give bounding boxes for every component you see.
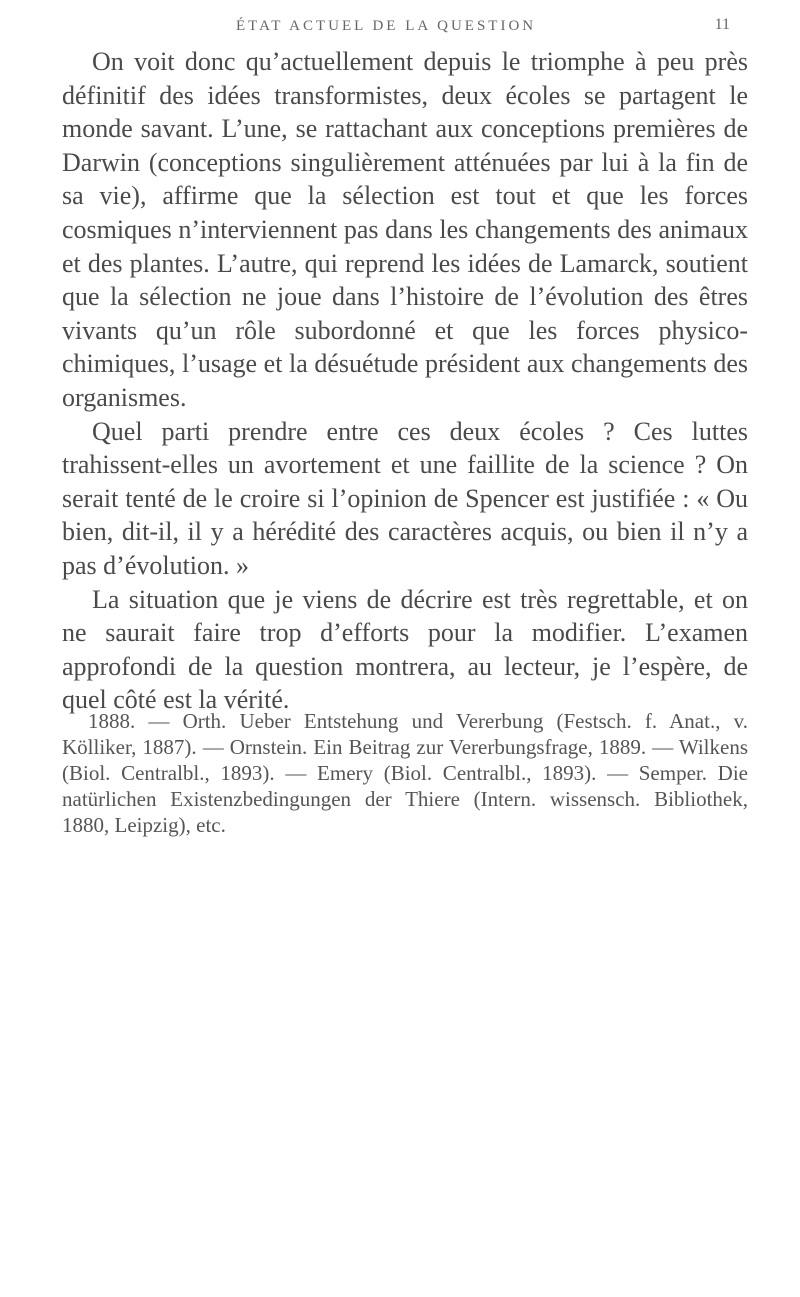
paragraph: Quel parti prendre entre ces deux écoles ? Ces luttes trahissent-elles un avortement et une faillite de la science ? On serait tenté de le croire si l’opinion de Spencer est justifiée : « Ou bien, dit-il, il y a hérédité des caractères acquis, ou bien il n’y a pas d’évolution. » — [62, 416, 748, 580]
footnote — [62, 708, 748, 838]
paragraph: On voit donc qu’actuellement depuis le triomphe à peu près définitif des idées transformistes, deux écoles se partagent le monde savant. L’une, se rattachant aux conceptions premières de Darwin (conceptions singulièrement atténuées par lui à la fin de sa vie), affirme que la sélection est tout et que les forces cosmiques n’interviennent pas dans les changements des animaux et des plantes. L’autre, qui reprend les idées de Lamarck, soutient que la sélection ne joue dans l’histoire de l’évolution des êtres vivants qu’un rôle subordonné et que les forces physico-chimiques, l’usage et la désuétude président aux changements des organismes. — [62, 47, 748, 412]
body-text — [62, 45, 748, 717]
page-number: 11 — [714, 16, 730, 33]
paragraph: La situation que je viens de décrire est très regrettable, et on ne saurait faire trop d’efforts pour la modifier. L’examen approfondi de la question montrera, au lecteur, je l’espère, de quel côté est la vérité. — [62, 584, 748, 715]
running-head: ÉTAT ACTUEL DE LA QUESTION — [236, 18, 537, 34]
footnote-text: 1888. — Orth. Ueber Entstehung und Vererbung (Festsch. f. Anat., v. Kölliker, 1887). — Ornstein. Ein Beitrag zur Vererbungsfrage, 1889. — Wilkens (Biol. Centralbl., 1893). — Emery (Biol. Centralbl., 1893). — Semper. Die natürlichen Existenzbedingungen der Thiere (Intern. wissensch. Bibliothek, 1880, Leipzig), etc. — [62, 709, 748, 837]
